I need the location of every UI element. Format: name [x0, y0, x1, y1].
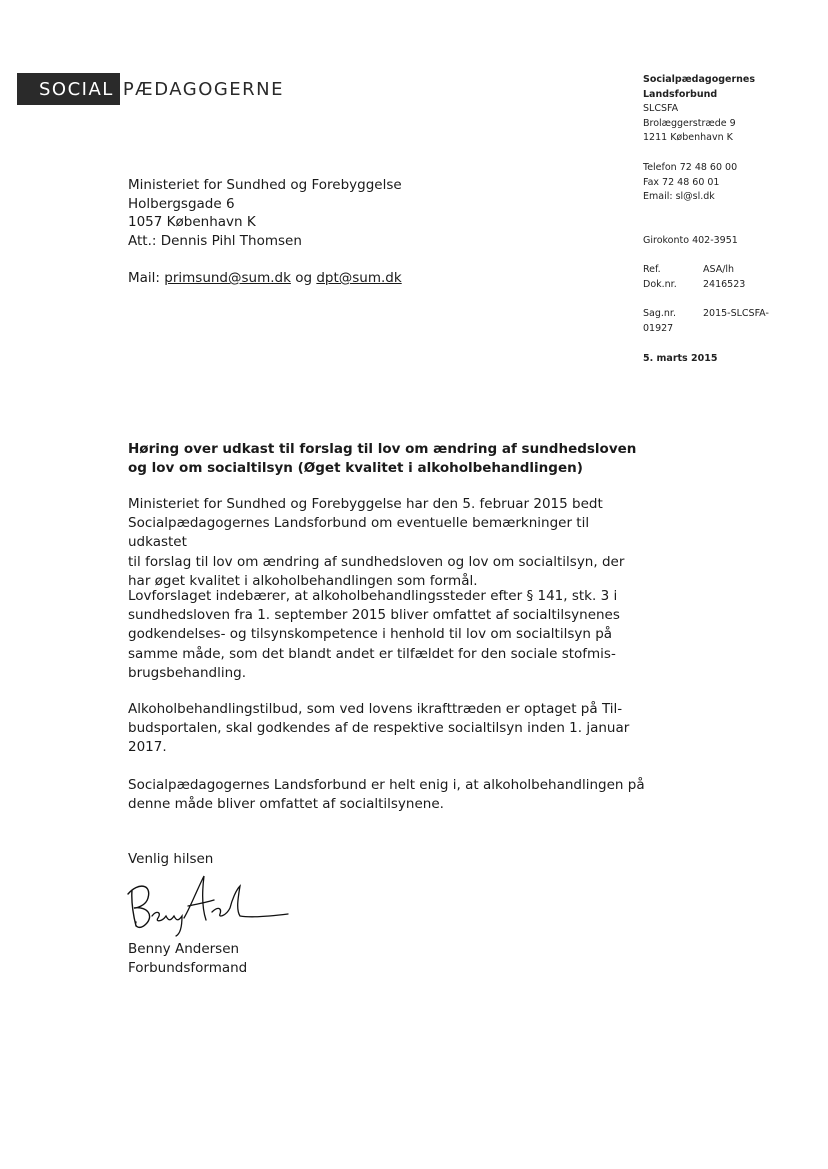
- doc-row: [643, 278, 745, 293]
- p3-line2: budsportalen, skal godkendes af de respektive socialtilsyn inden 1. januar: [128, 720, 630, 737]
- p2-line2: sundhedsloven fra 1. september 2015 bliver omfattet af socialtilsynenes: [128, 607, 620, 624]
- sender-fax: Fax 72 48 60 01: [643, 176, 720, 188]
- p3-line3: 2017.: [128, 739, 167, 756]
- doc-label: Dok.nr.: [643, 278, 677, 290]
- case-label: Sag.nr.: [643, 308, 676, 319]
- subject-line1: Høring over udkast til forslag til lov om ændring af sundhedsloven: [128, 441, 637, 457]
- mail-join: og: [290, 270, 317, 286]
- letter-subject: [128, 440, 648, 477]
- logo-text-paedagogerne: PÆDAGOGERNE: [122, 78, 285, 100]
- mail-link-dpt[interactable]: dpt@sum.dk: [316, 270, 402, 286]
- sender-giro: Girokonto 402-3951: [643, 235, 738, 246]
- logo-light-part: [120, 73, 284, 105]
- paragraph-4: [128, 776, 648, 814]
- ref-label: Ref.: [643, 264, 661, 275]
- sender-phone: Telefon 72 48 60 00: [643, 162, 738, 173]
- case-block: [643, 307, 769, 336]
- recipient-line1: Ministeriet for Sundhed og Forebyggelse: [128, 177, 402, 193]
- sender-block: [643, 73, 755, 146]
- closing-greeting: Venlig hilsen: [128, 851, 214, 867]
- case-row: [643, 307, 769, 322]
- case-value-cont: 01927: [643, 322, 674, 334]
- logo: [17, 73, 284, 105]
- p4-line1: Socialpædagogernes Landsforbund er helt enig i, at alkoholbehandlingen på: [128, 777, 645, 793]
- sender-email: Email: sl@sl.dk: [643, 191, 715, 202]
- p1-line1: Ministeriet for Sundhed og Forebyggelse har den 5. februar 2015 bedt: [128, 496, 603, 512]
- p2-line5: brugsbehandling.: [128, 664, 247, 681]
- letter-date: 5. marts 2015: [643, 353, 718, 364]
- reference-block: [643, 263, 745, 292]
- p2-line3: godkendelses- og tilsynskompetence i henhold til lov om socialtilsyn på: [128, 626, 613, 643]
- paragraph-3: [128, 700, 648, 758]
- mail-prefix: Mail:: [128, 270, 165, 286]
- mail-line: [128, 270, 402, 286]
- signature-image: [122, 872, 292, 937]
- sender-street: Brolæggerstræde 9: [643, 117, 736, 129]
- p2-line4: samme måde, som det blandt andet er tilfældet for den sociale stofmis-: [128, 645, 616, 662]
- sender-abbr: SLCSFA: [643, 103, 679, 114]
- paragraph-2: [128, 587, 648, 683]
- signatory-name: Benny Andersen: [128, 941, 240, 957]
- p3-line1: Alkoholbehandlingstilbud, som ved lovens ikrafttræden er optaget på Til-: [128, 701, 623, 717]
- logo-text-social: SOCIAL: [39, 78, 114, 100]
- subject-line2: og lov om socialtilsyn (Øget kvalitet i alkoholbehandlingen): [128, 459, 583, 476]
- p2-line1: Lovforslaget indebærer, at alkoholbehandlingssteder efter § 141, stk. 3 i: [128, 588, 618, 604]
- p1-line4: har øget kvalitet i alkoholbehandlingen som formål.: [128, 572, 478, 589]
- signatory: [128, 940, 247, 978]
- recipient-address: [128, 176, 402, 251]
- p1-line2: Socialpædagogernes Landsforbund om eventuelle bemærkninger til udkastet: [128, 515, 590, 551]
- paragraph-1: [128, 495, 648, 591]
- logo-dark-block: [17, 73, 120, 105]
- ref-value: ASA/lh: [703, 264, 735, 275]
- p4-line2: denne måde bliver omfattet af socialtilsynene.: [128, 796, 444, 813]
- ref-row: [643, 263, 745, 278]
- doc-value: 2416523: [703, 278, 746, 290]
- sender-org-line2: Landsforbund: [643, 88, 718, 100]
- sender-contact: [643, 161, 737, 205]
- sender-city: 1211 København K: [643, 132, 733, 143]
- sender-org-line1: Socialpædagogernes: [643, 74, 756, 85]
- case-value: 2015-SLCSFA-: [703, 308, 769, 319]
- signatory-title: Forbundsformand: [128, 960, 248, 976]
- recipient-line3: 1057 København K: [128, 214, 256, 231]
- mail-link-primsund[interactable]: primsund@sum.dk: [164, 270, 291, 286]
- recipient-line4: Att.: Dennis Pihl Thomsen: [128, 233, 302, 250]
- recipient-line2: Holbergsgade 6: [128, 195, 235, 212]
- p1-line3: til forslag til lov om ændring af sundhedsloven og lov om socialtilsyn, der: [128, 553, 625, 570]
